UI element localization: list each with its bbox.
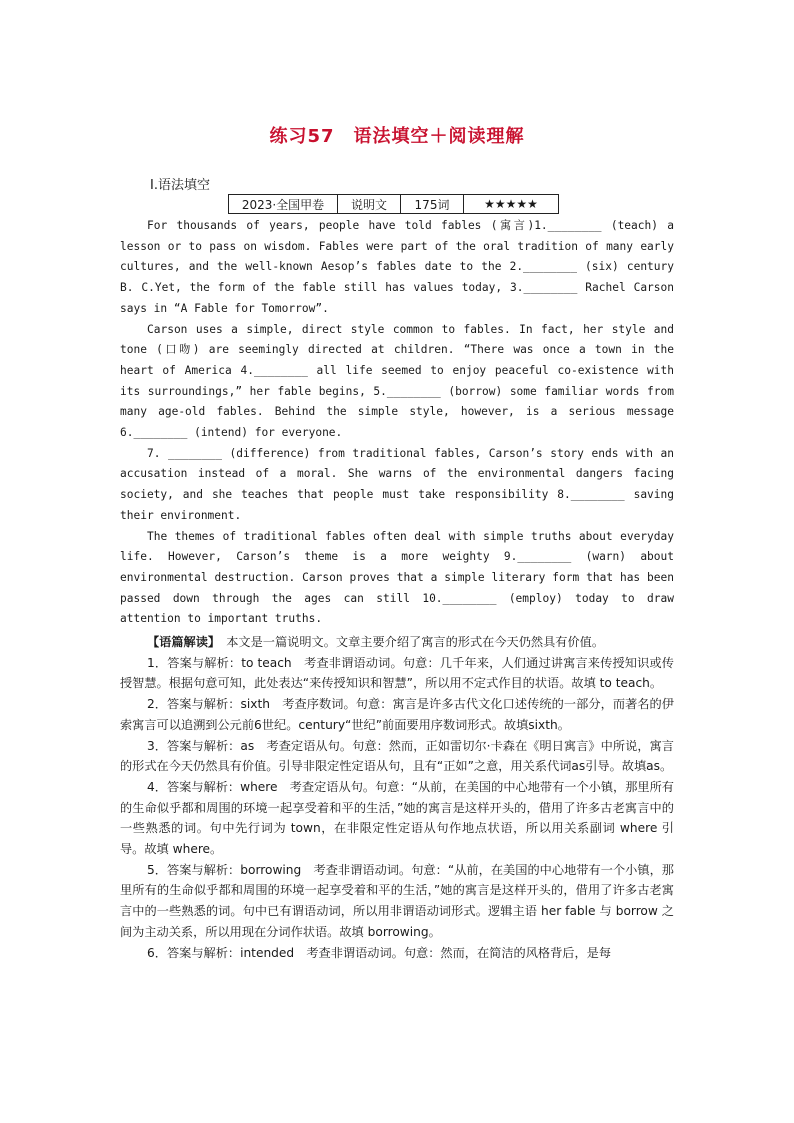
passage-paragraph: For thousands of years, people have told fables (寓言)1.________ (teach) a lesson or to pass on wisdom. Fables were part of the oral tradition of many early cultures, and the well-known Aesop’s fables date to the 2.________ (six) century B. C.Yet, the form of the fable still has values today, 3.________ Rachel Carson says in “A Fable for Tomorrow”. (120, 219, 674, 315)
info-difficulty-stars: ★★★★★ (464, 195, 559, 214)
source-info-table (228, 194, 559, 214)
passage-paragraph: The themes of traditional fables often deal with simple truths about everyday life. However, Carson’s theme is a more weighty 9.________ (warn) about environmental destruction. Carson proves that a simple literary form that has been passed down through the ages can still 10.________ (employ) today to draw attention to important truths. (120, 529, 674, 626)
info-source: 2023·全国甲卷 (229, 195, 338, 214)
answer-item: 4．答案与解析：where 考查定语从句。句意：“从前，在美国的中心地带有一个小镇，那里所有的生命似乎都和周围的环境一起享受着和平的生活，”她的寓言是这样开头的，借用了许多古老寓言中的一些熟悉的词。句中先行词为 town，在非限定性定语从句作地点状语，所以用关系副词 where 引导。故填 where。 (120, 779, 674, 857)
analysis-text: 本文是一篇说明文。文章主要介绍了寓言的形式在今天仍然具有价值。 (226, 635, 605, 649)
answer-analysis (120, 632, 674, 963)
passage-paragraph: 7. ________ (difference) from traditional fables, Carson’s story ends with an accusation instead of a moral. She warns of the environmental dangers facing society, and she teaches that people must take responsibility 8.________ saving their environment. (120, 446, 674, 522)
analysis-heading: 【语篇解读】 (147, 635, 215, 649)
section-heading: Ⅰ.语法填空 (150, 178, 210, 193)
cloze-passage (120, 216, 674, 630)
answer-item: 1．答案与解析：to teach 考查非谓语动词。句意：几千年来，人们通过讲寓言来传授知识或传授智慧。根据句意可知，此处表达“来传授知识和智慧”，所以用不定式作目的状语。故填 to teach。 (120, 655, 674, 691)
answer-item: 5．答案与解析：borrowing 考查非谓语动词。句意：“从前，在美国的中心地带有一个小镇，那里所有的生命似乎都和周围的环境一起享受着和平的生活，”她的寓言是这样开头的，借用了许多古老寓言中的一些熟悉的词。句中已有谓语动词，所以用非谓语动词形式。逻辑主语 her fable 与 borrow 之间为主动关系，所以用现在分词作状语。故填 borrowing。 (120, 862, 674, 939)
analysis-intro (120, 632, 674, 653)
info-word-count: 175词 (401, 195, 464, 214)
answer-item: 2．答案与解析：sixth 考查序数词。句意：寓言是许多古代文化口述传统的一部分，而著名的伊索寓言可以追溯到公元前6世纪。century“世纪”前面要用序数词形式。故填sixth。 (120, 697, 674, 732)
answer-item: 6．答案与解析：intended 考查非谓语动词。句意：然而，在简洁的风格背后，是每 (147, 945, 612, 960)
passage-paragraph: Carson uses a simple, direct style common to fables. In fact, her style and tone (口吻) are seemingly directed at children. “There was once a town in the heart of America 4.________ all life seemed to enjoy peaceful co-existence with its surroundings,” her fable begins, 5.________ (borrow) some familiar words from many age-old fables. Behind the simple style, however, is a serious message 6.________ (intend) for everyone. (120, 322, 674, 440)
answer-item: 3．答案与解析：as 考查定语从句。句意：然而，正如雷切尔·卡森在《明日寓言》中所说，寓言的形式在今天仍然具有价值。引导非限定性定语从句，且有“正如”之意，用关系代词as引导。故填as。 (120, 738, 674, 774)
info-genre: 说明文 (338, 195, 401, 214)
page-title: 练习57 语法填空＋阅读理解 (269, 126, 525, 147)
